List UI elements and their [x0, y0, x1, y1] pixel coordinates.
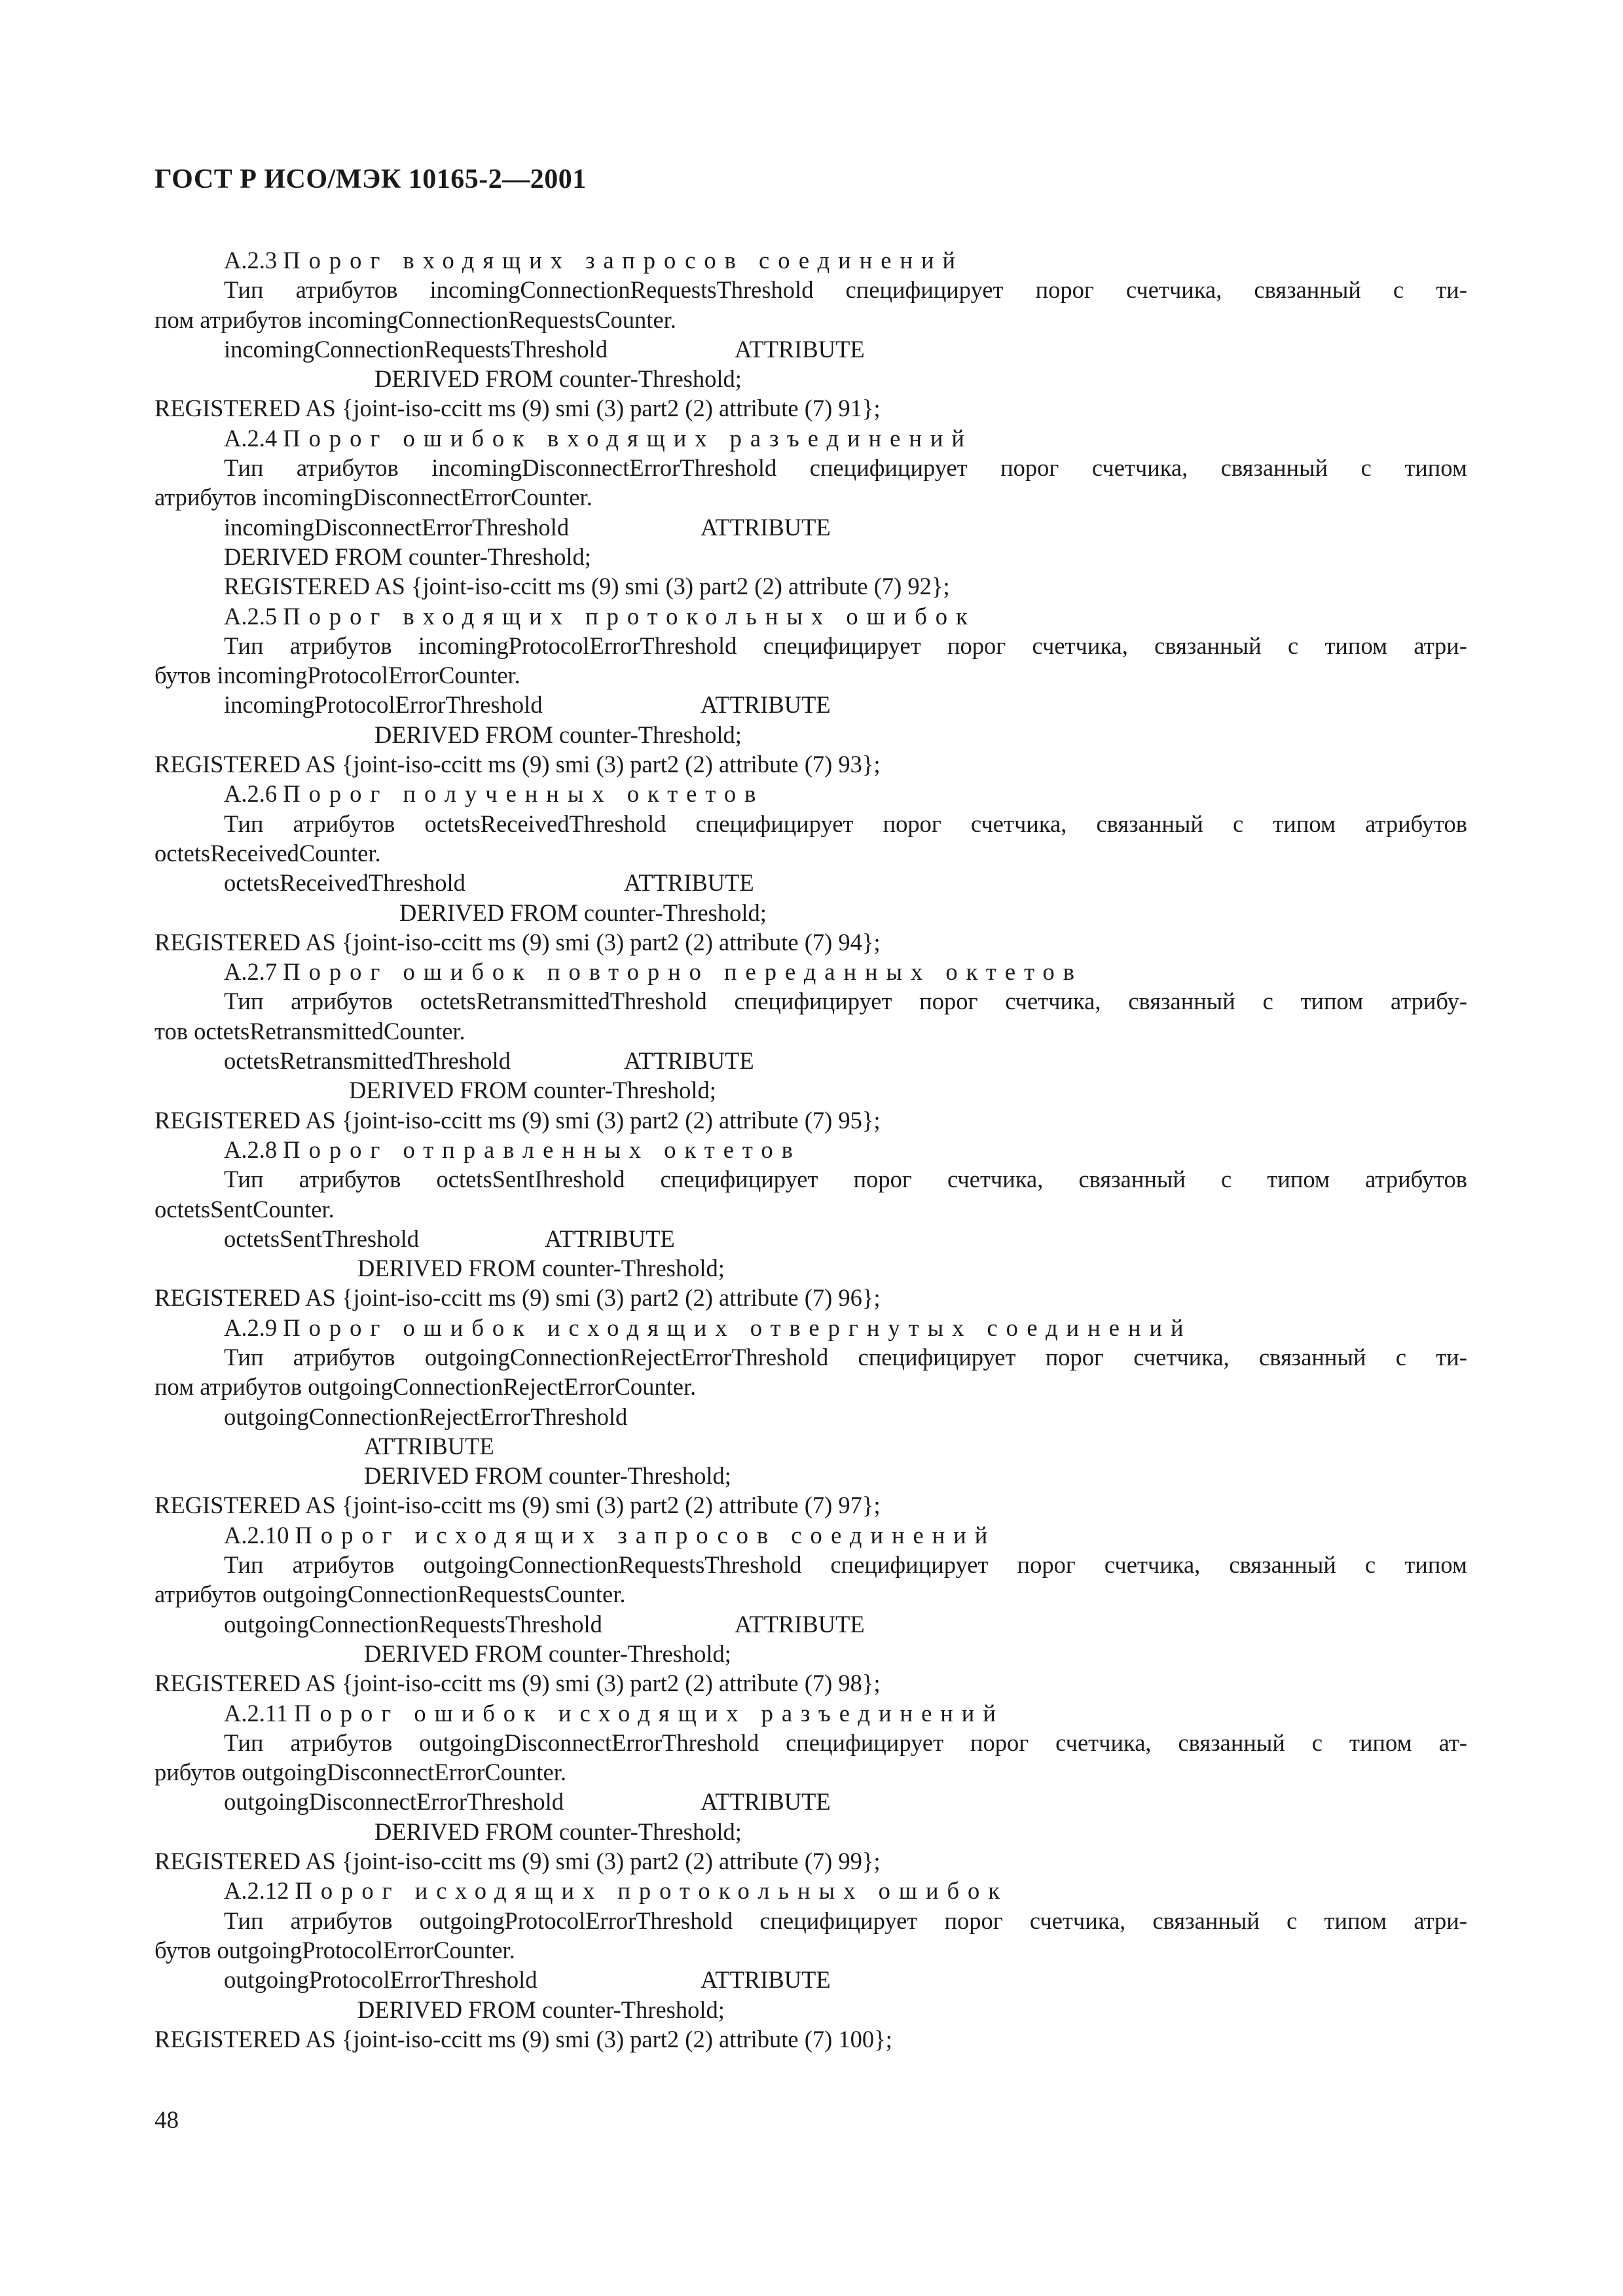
- section-number: А.2.3: [224, 247, 278, 274]
- section-title: Порог исходящих запросов соединений: [295, 1521, 996, 1549]
- attribute-name: incomingDisconnectErrorThreshold: [224, 513, 570, 541]
- paragraph-line: Тип атрибутов outgoingProtocolErrorThreshold специфицирует порог счетчика, связанный с типом атри-: [224, 1907, 1467, 1934]
- attribute-name: outgoingConnectionRequestsThreshold: [224, 1610, 602, 1638]
- paragraph-line: атрибутов outgoingConnectionRequestsCounter.: [155, 1581, 626, 1608]
- section-heading: [155, 601, 1467, 631]
- definition-line: [155, 1046, 1467, 1075]
- section-heading: [155, 245, 1467, 275]
- paragraph-line: Тип атрибутов outgoingConnectionRejectErrorThreshold специфицирует порог счетчика, связанный с ти-: [224, 1343, 1467, 1371]
- derived-line: DERIVED FROM counter-Threshold;: [399, 899, 767, 926]
- derived-line: DERIVED FROM counter-Threshold;: [374, 721, 742, 748]
- section-heading: [155, 1698, 1467, 1728]
- document-header: ГОСТ Р ИСО/МЭК 10165-2—2001: [155, 164, 587, 194]
- section-number: А.2.7: [224, 958, 278, 986]
- section-heading: [155, 1876, 1467, 1905]
- paragraph-line: Тип атрибутов octetsRetransmittedThreshold специфицирует порог счетчика, связанный с типом атрибу-: [224, 988, 1467, 1015]
- paragraph-line: octetsSentCounter.: [155, 1195, 335, 1223]
- definition-line: [155, 1609, 1467, 1639]
- definition-line: [155, 334, 1467, 364]
- attribute-keyword: ATTRIBUTE: [364, 1432, 494, 1460]
- section-title: Порог полученных октетов: [283, 780, 765, 808]
- attribute-keyword: ATTRIBUTE: [735, 335, 865, 363]
- definition-line: [155, 868, 1467, 897]
- attribute-name: outgoingProtocolErrorThreshold: [224, 1966, 538, 1994]
- derived-line: DERIVED FROM counter-Threshold;: [374, 365, 742, 393]
- section-number: А.2.4: [224, 424, 278, 452]
- section-number: А.2.11: [224, 1699, 289, 1727]
- section-heading: [155, 957, 1467, 986]
- paragraph-line: тов octetsRetransmittedCounter.: [155, 1017, 465, 1045]
- paragraph-line: Тип атрибутов incomingProtocolErrorThreshold специфицирует порог счетчика, связанный с типом атри-: [224, 632, 1467, 659]
- attribute-keyword: ATTRIBUTE: [701, 513, 831, 541]
- page-number: 48: [155, 2107, 179, 2134]
- section-heading: [155, 779, 1467, 808]
- registered-line: REGISTERED AS {joint-iso-ccitt ms (9) smi (3) part2 (2) attribute (7) 98};: [155, 1670, 881, 1697]
- section-title: Порог входящих запросов соединений: [283, 247, 964, 274]
- attribute-keyword: ATTRIBUTE: [735, 1610, 865, 1638]
- section-number: А.2.9: [224, 1314, 278, 1341]
- attribute-name: outgoingDisconnectErrorThreshold: [224, 1788, 564, 1816]
- section-title: Порог исходящих протокольных ошибок: [295, 1877, 1009, 1905]
- attribute-keyword: ATTRIBUTE: [701, 1788, 831, 1816]
- derived-line: DERIVED FROM counter-Threshold;: [224, 543, 591, 570]
- registered-line: REGISTERED AS {joint-iso-ccitt ms (9) smi (3) part2 (2) attribute (7) 100};: [155, 2025, 892, 2053]
- attribute-name: octetsSentThreshold: [224, 1225, 420, 1252]
- paragraph-line: пом атрибутов incomingConnectionRequestsCounter.: [155, 306, 676, 333]
- attribute-keyword: ATTRIBUTE: [701, 1966, 831, 1994]
- paragraph-line: Тип атрибутов outgoingConnectionRequestsThreshold специфицирует порог счетчика, связанный с типом: [224, 1551, 1467, 1579]
- definition-line: [155, 690, 1467, 719]
- definition-line: [155, 1965, 1467, 1994]
- derived-line: DERIVED FROM counter-Threshold;: [364, 1462, 731, 1490]
- section-number: А.2.6: [224, 780, 278, 808]
- derived-line: DERIVED FROM counter-Threshold;: [357, 1255, 725, 1282]
- definition-line: [155, 1787, 1467, 1816]
- registered-line: REGISTERED AS {joint-iso-ccitt ms (9) smi (3) part2 (2) attribute (7) 96};: [155, 1284, 881, 1312]
- attribute-keyword: ATTRIBUTE: [624, 1047, 754, 1075]
- section-heading: [155, 1135, 1467, 1164]
- document-body: [155, 245, 1467, 2054]
- section-title: Порог ошибок повторно переданных октетов: [283, 958, 1084, 986]
- paragraph-line: атрибутов incomingDisconnectErrorCounter.: [155, 484, 593, 511]
- registered-line: REGISTERED AS {joint-iso-ccitt ms (9) smi (3) part2 (2) attribute (7) 99};: [155, 1848, 881, 1875]
- paragraph-line: бутов incomingProtocolErrorCounter.: [155, 662, 520, 689]
- section-number: А.2.10: [224, 1521, 289, 1549]
- paragraph-line: Тип атрибутов incomingConnectionRequestsThreshold специфицирует порог счетчика, связанный с ти-: [224, 276, 1467, 304]
- derived-line: DERIVED FROM counter-Threshold;: [357, 1996, 725, 2023]
- section-title: Порог ошибок входящих разъединений: [283, 424, 973, 452]
- section-title: Порог ошибок исходящих разъединений: [294, 1699, 1004, 1727]
- attribute-name: incomingConnectionRequestsThreshold: [224, 335, 608, 363]
- registered-line: REGISTERED AS {joint-iso-ccitt ms (9) smi (3) part2 (2) attribute (7) 91};: [155, 395, 881, 422]
- registered-line: REGISTERED AS {joint-iso-ccitt ms (9) smi (3) part2 (2) attribute (7) 94};: [155, 928, 881, 956]
- section-number: А.2.12: [224, 1877, 289, 1905]
- paragraph-line: Тип атрибутов outgoingDisconnectErrorThreshold специфицирует порог счетчика, связанный с типом ат-: [224, 1729, 1467, 1756]
- section-number: А.2.5: [224, 602, 278, 630]
- paragraph-line: Тип атрибутов octetsSentIhreshold специфицирует порог счетчика, связанный с типом атрибутов: [224, 1166, 1467, 1193]
- registered-line: REGISTERED AS {joint-iso-ccitt ms (9) smi (3) part2 (2) attribute (7) 95};: [155, 1106, 881, 1134]
- section-title: Порог ошибок исходящих отвергнутых соединений: [283, 1314, 1192, 1341]
- attribute-name: incomingProtocolErrorThreshold: [224, 691, 543, 719]
- derived-line: DERIVED FROM counter-Threshold;: [374, 1818, 742, 1845]
- paragraph-line: Тип атрибутов octetsReceivedThreshold специфицирует порог счетчика, связанный с типом атрибутов: [224, 810, 1467, 837]
- registered-line: REGISTERED AS {joint-iso-ccitt ms (9) smi (3) part2 (2) attribute (7) 93};: [155, 751, 881, 778]
- definition-line: [155, 512, 1467, 542]
- paragraph-line: octetsReceivedCounter.: [155, 839, 381, 867]
- attribute-keyword: ATTRIBUTE: [701, 691, 831, 719]
- section-title: Порог отправленных октетов: [283, 1136, 801, 1163]
- attribute-name: octetsReceivedThreshold: [224, 869, 465, 897]
- section-heading: [155, 423, 1467, 453]
- attribute-name: octetsRetransmittedThreshold: [224, 1047, 511, 1075]
- paragraph-line: рибутов outgoingDisconnectErrorCounter.: [155, 1759, 566, 1786]
- section-number: А.2.8: [224, 1136, 278, 1163]
- definition-line: [155, 1224, 1467, 1253]
- section-heading: [155, 1313, 1467, 1342]
- registered-line: REGISTERED AS {joint-iso-ccitt ms (9) smi (3) part2 (2) attribute (7) 92};: [224, 573, 950, 600]
- attribute-keyword: ATTRIBUTE: [624, 869, 754, 897]
- derived-line: DERIVED FROM counter-Threshold;: [364, 1640, 731, 1667]
- registered-line: REGISTERED AS {joint-iso-ccitt ms (9) smi (3) part2 (2) attribute (7) 97};: [155, 1492, 881, 1519]
- paragraph-line: Тип атрибутов incomingDisconnectErrorThreshold специфицирует порог счетчика, связанный с типом: [224, 454, 1467, 482]
- derived-line: DERIVED FROM counter-Threshold;: [349, 1077, 716, 1104]
- attribute-name: outgoingConnectionRejectErrorThreshold: [224, 1403, 628, 1430]
- section-title: Порог входящих протокольных ошибок: [283, 602, 976, 630]
- paragraph-line: пом атрибутов outgoingConnectionRejectErrorCounter.: [155, 1373, 697, 1401]
- paragraph-line: бутов outgoingProtocolErrorCounter.: [155, 1936, 515, 1964]
- attribute-keyword: ATTRIBUTE: [545, 1225, 675, 1252]
- section-heading: [155, 1520, 1467, 1550]
